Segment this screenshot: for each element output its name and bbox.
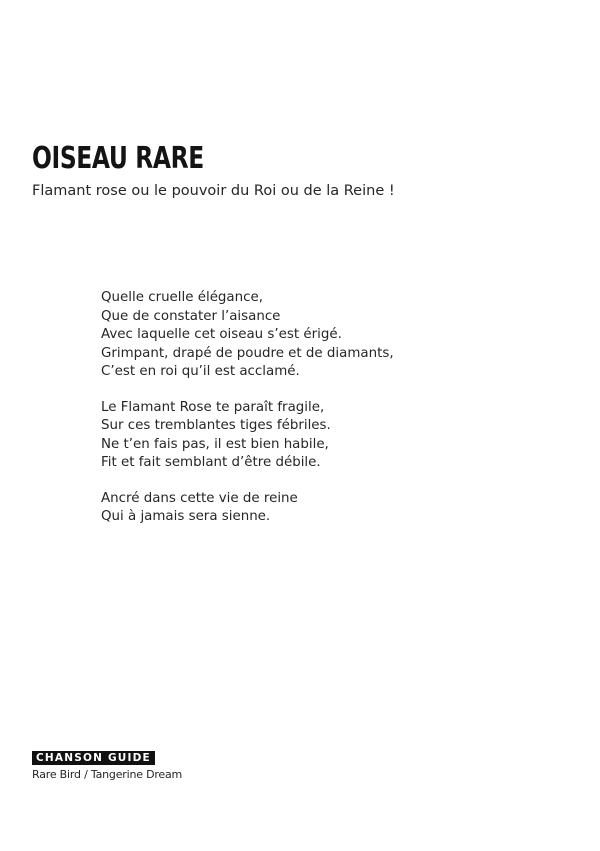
poem-line: Grimpant, drapé de poudre et de diamants,	[101, 345, 394, 361]
poem-line: Que de constater l’aisance	[101, 308, 281, 324]
poem-line: Qui à jamais sera sienne.	[101, 509, 271, 524]
poem-line: Quelle cruelle élégance,	[101, 290, 263, 305]
poem-line: Avec laquelle cet oiseau s’est érigé.	[101, 327, 342, 342]
poem-line: Ancré dans cette vie de reine	[101, 490, 298, 506]
chanson-guide-label: CHANSON GUIDE	[32, 751, 155, 765]
page-title: OISEAU RARE	[32, 141, 204, 176]
poem-line: Ne t’en fais pas, il est bien habile,	[101, 436, 329, 452]
poem-line: Fit et fait semblant d’être débile.	[101, 455, 321, 470]
poem-stanza-1	[101, 289, 521, 382]
poem-body	[101, 289, 521, 544]
poem-line: Sur ces tremblantes tiges fébriles.	[101, 418, 331, 433]
poem-stanza-2	[101, 399, 521, 473]
poem-line: Le Flamant Rose te paraît fragile,	[101, 399, 325, 415]
poem-line: C’est en roi qu’il est acclamé.	[101, 364, 300, 379]
page-subtitle: Flamant rose ou le pouvoir du Roi ou de la Reine !	[32, 183, 395, 199]
song-credit: Rare Bird / Tangerine Dream	[32, 768, 183, 781]
poem-stanza-3	[101, 490, 521, 527]
